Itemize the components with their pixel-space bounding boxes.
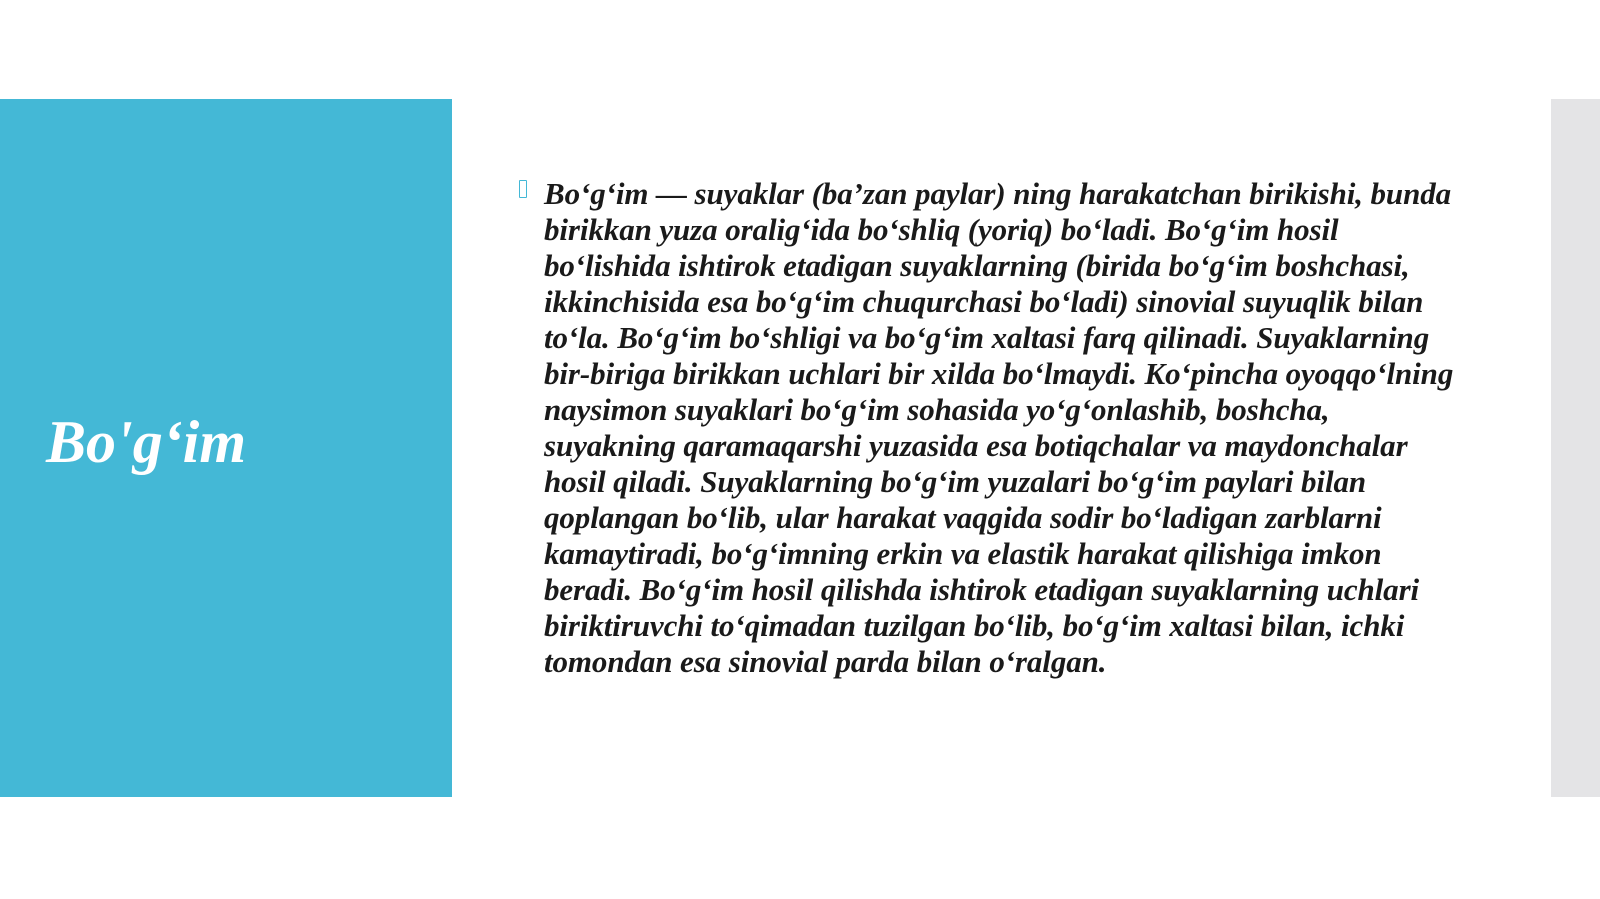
bullet-item bbox=[516, 176, 1456, 680]
slide-title: Bo'g‘im bbox=[46, 409, 247, 475]
bullet-text: Bo‘g‘im — suyaklar (ba’zan paylar) ning harakatchan birikishi, bunda birikkan yuza oralig‘ida bo‘shliq (yoriq) bo‘ladi. Bo‘g‘im hosil bo‘lishida ishtirok etadigan suyaklarning (birida bo‘g‘im boshchasi, ikkinchisida esa bo‘g‘im chuqurchasi bo‘ladi) sinovial suyuqlik bilan to‘la. Bo‘g‘im bo‘shligi va bo‘g‘im xaltasi farq qilinadi. Suyaklarning bir-biriga birikkan uchlari bir xilda bo‘lmaydi. Ko‘pincha oyoqqo‘lning naysimon suyaklari bo‘g‘im sohasida yo‘g‘onlashib, boshcha, suyakning qaramaqarshi yuzasida esa botiqchalar va maydonchalar hosil qiladi. Suyaklarning bo‘g‘im yuzalari bo‘g‘im paylari bilan qoplangan bo‘lib, ular harakat vaqgida sodir bo‘ladigan zarblarni kamaytiradi, bo‘g‘imning erkin va elastik harakat qilishiga imkon beradi. Bo‘g‘im hosil qilishda ishtirok etadigan suyaklarning uchlari biriktiruvchi to‘qimadan tuzilgan bo‘lib, bo‘g‘im xaltasi bilan, ichki tomondan esa sinovial parda bilan o‘ralgan. bbox=[544, 176, 1454, 679]
right-accent-strip bbox=[1551, 99, 1600, 797]
square-outline-bullet-icon bbox=[519, 180, 527, 198]
content-area bbox=[516, 176, 1456, 680]
